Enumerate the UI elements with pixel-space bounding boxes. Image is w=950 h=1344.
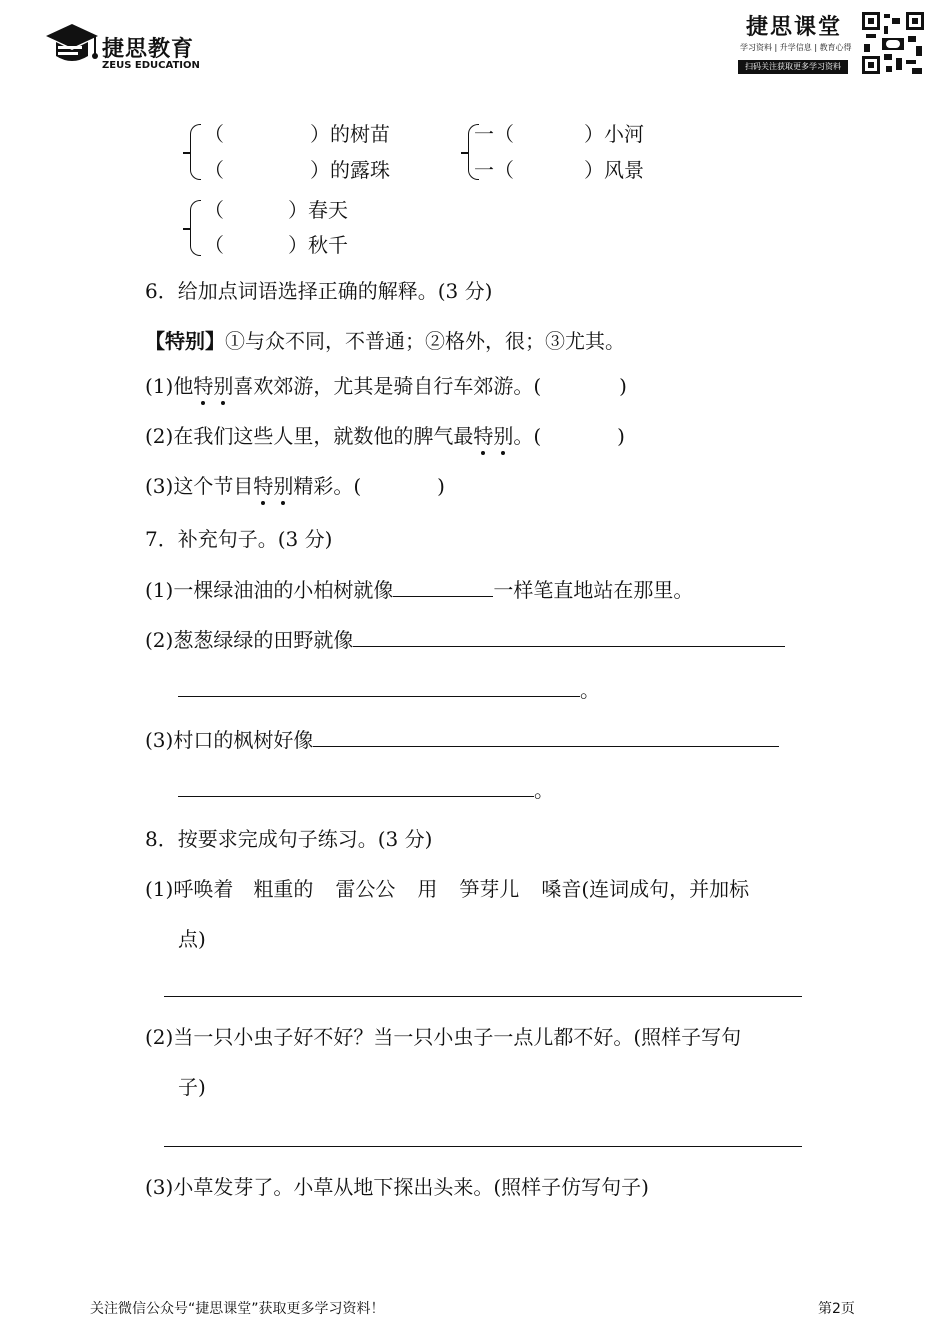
pair-item [204, 157, 390, 183]
item-close: ) [437, 474, 445, 498]
pair-pre: （ [204, 233, 224, 257]
word: (1)呼唤着 [145, 877, 234, 901]
dotted-char: 特 [253, 474, 274, 498]
item-close: ) [619, 374, 627, 398]
brand-banner: 扫码关注获取更多学习资料 [738, 60, 848, 74]
footer-note: 关注微信公众号“捷思课堂”获取更多学习资料！ [90, 1301, 385, 1317]
logo [44, 22, 204, 74]
item-close: ) [617, 424, 625, 448]
item-after: 精彩。( [293, 474, 362, 498]
dotted-char: 特 [473, 424, 494, 448]
dotted-char: 别 [273, 474, 294, 498]
sentence-text: (2)葱葱绿绿的田野就像 [145, 628, 354, 652]
pair-pre: （ [204, 122, 224, 146]
sentence-text: (1)一棵绿油油的小柏树就像 [145, 578, 394, 602]
dotted-char: 特 [193, 374, 214, 398]
answer-line[interactable] [178, 676, 580, 697]
logo-en: ZEUS EDUCATION [102, 60, 200, 71]
pair-pre: （ [204, 198, 224, 222]
pair-post: ）小河 [584, 122, 644, 146]
brand-tag: 升学信息 [779, 43, 812, 52]
brace-group3 [190, 200, 201, 256]
item-before: 在我们这些人里，就数他的脾气最 [173, 424, 474, 448]
q8-sentence-1-cont: 点) [178, 927, 206, 951]
brand-title: 捷思课堂 [746, 14, 843, 40]
item-after: 喜欢郊游，尤其是骑自行车郊游。( [233, 374, 542, 398]
sentence-end: 。 [534, 778, 554, 802]
q6-item-1 [145, 373, 627, 399]
brand-tag: 学习资料 [740, 43, 772, 52]
answer-line[interactable] [353, 626, 785, 647]
word: 笋芽儿 [459, 877, 520, 901]
q6-title: 6．给加点词语选择正确的解释。(3 分) [145, 279, 493, 303]
answer-line[interactable] [178, 776, 534, 797]
qr-code[interactable] [862, 12, 924, 74]
q7-sentence-2-cont [178, 676, 600, 703]
item-num: (3) [145, 474, 174, 498]
q6-definition [145, 328, 625, 354]
pair-item [204, 197, 348, 223]
answer-line[interactable] [393, 576, 493, 597]
pair-post: ）的树苗 [310, 122, 390, 146]
pair-pre: 一（ [474, 158, 514, 182]
def-text: ①与众不同，不普通；②格外，很；③尤其。 [225, 329, 625, 353]
q7-sentence-3 [145, 726, 779, 753]
pair-item [204, 121, 390, 147]
q8-sentence-2: (2)当一只小虫子好不好？当一只小虫子一点儿都不好。(照样子写句 [145, 1025, 742, 1049]
q7-sentence-2 [145, 626, 785, 653]
item-before: 他 [173, 374, 194, 398]
dotted-char: 别 [493, 424, 514, 448]
word: 粗重的 [253, 877, 314, 901]
item-after: 。( [513, 424, 542, 448]
q6-item-2 [145, 423, 625, 449]
header-brand [738, 10, 850, 76]
item-before: 这个节目 [173, 474, 254, 498]
q7-sentence-3-cont [178, 776, 554, 803]
q6-item-3 [145, 473, 445, 499]
brace-group1 [190, 124, 201, 180]
q8-sentence-2-cont: 子) [178, 1075, 206, 1099]
pair-item [474, 121, 644, 147]
brand-tag: 教育心得 [819, 43, 852, 52]
q7-sentence-1 [145, 576, 693, 603]
answer-line[interactable] [164, 1146, 802, 1147]
q7-title: 7．补充句子。(3 分) [145, 527, 333, 551]
pair-pre: 一（ [474, 122, 514, 146]
def-label: 【特别】 [145, 329, 225, 353]
logo-cn: 捷思教育 [102, 37, 195, 62]
word: 嗓音(连词成句，并加标 [541, 877, 750, 901]
sentence-text: 一样笔直地站在那里。 [493, 578, 694, 602]
answer-line[interactable] [164, 996, 802, 997]
pair-post: ）风景 [584, 158, 644, 182]
q8-sentence-1 [145, 876, 749, 902]
q8-title: 8．按要求完成句子练习。(3 分) [145, 827, 433, 851]
sentence-text: (3)村口的枫树好像 [145, 728, 314, 752]
page-number: 第2页 [818, 1301, 855, 1317]
pair-post: ）的露珠 [310, 158, 390, 182]
answer-line[interactable] [313, 726, 779, 747]
dotted-char: 别 [213, 374, 234, 398]
graduation-cap-icon [44, 22, 100, 70]
item-num: (2) [145, 424, 174, 448]
pair-pre: （ [204, 158, 224, 182]
brand-tags: 学习资料 | 升学信息 | 教育心得 [740, 43, 852, 52]
pair-item [474, 157, 644, 183]
word: 雷公公 [335, 877, 396, 901]
sentence-end: 。 [580, 678, 600, 702]
item-num: (1) [145, 374, 174, 398]
pair-post: ）春天 [288, 198, 348, 222]
word: 用 [417, 877, 438, 901]
q8-sentence-3: (3)小草发芽了。小草从地下探出头来。(照样子仿写句子) [145, 1175, 649, 1199]
pair-post: ）秋千 [288, 233, 348, 257]
pair-item [204, 232, 348, 258]
